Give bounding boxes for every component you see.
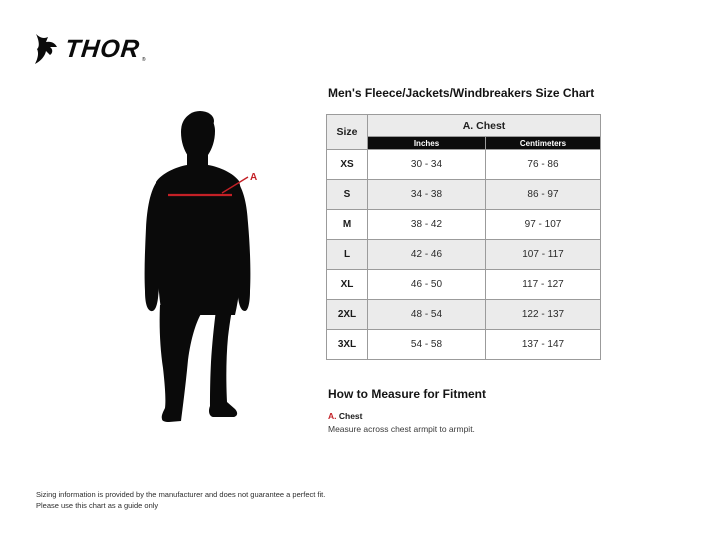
disclaimer-line-2: Please use this chart as a guide only bbox=[36, 501, 159, 511]
size-column-header: Size bbox=[327, 115, 368, 150]
size-chart-table bbox=[326, 114, 601, 360]
inches-cell: 42 - 46 bbox=[368, 240, 486, 270]
size-chart-title: Men's Fleece/Jackets/Windbreakers Size Chart bbox=[328, 86, 595, 100]
centimeters-column-header: Centimeters bbox=[486, 137, 601, 150]
table-row bbox=[327, 180, 601, 210]
size-cell: XL bbox=[327, 270, 368, 300]
silhouette-shapes bbox=[145, 111, 251, 422]
group-header-row bbox=[327, 115, 601, 137]
table-row bbox=[327, 210, 601, 240]
size-cell: M bbox=[327, 210, 368, 240]
size-cell: L bbox=[327, 240, 368, 270]
inches-cell: 38 - 42 bbox=[368, 210, 486, 240]
table-row bbox=[327, 330, 601, 360]
chest-group-header: A. Chest bbox=[368, 115, 601, 137]
registered-mark: ® bbox=[141, 57, 146, 63]
inches-cell: 48 - 54 bbox=[368, 300, 486, 330]
inches-cell: 30 - 34 bbox=[368, 150, 486, 180]
size-cell: S bbox=[327, 180, 368, 210]
size-cell: XS bbox=[327, 150, 368, 180]
thor-goat-icon bbox=[34, 34, 61, 64]
centimeters-cell: 117 - 127 bbox=[486, 270, 601, 300]
inches-cell: 54 - 58 bbox=[368, 330, 486, 360]
measure-item-title bbox=[328, 411, 600, 421]
inches-cell: 34 - 38 bbox=[368, 180, 486, 210]
measure-key-letter: A. bbox=[328, 411, 337, 421]
size-cell: 3XL bbox=[327, 330, 368, 360]
measure-description: Measure across chest armpit to armpit. bbox=[328, 424, 475, 434]
table-row bbox=[327, 300, 601, 330]
male-silhouette-figure bbox=[138, 110, 278, 430]
table-row bbox=[327, 150, 601, 180]
how-to-measure-section bbox=[328, 387, 600, 434]
disclaimer-line-1: Sizing information is provided by the manufacturer and does not guarantee a perfect fit. bbox=[36, 490, 326, 499]
unit-header-row bbox=[327, 137, 601, 150]
centimeters-cell: 122 - 137 bbox=[486, 300, 601, 330]
footer-disclaimer bbox=[36, 489, 325, 512]
size-chart-panel bbox=[326, 86, 600, 434]
table-row bbox=[327, 240, 601, 270]
centimeters-cell: 107 - 117 bbox=[486, 240, 601, 270]
how-to-measure-heading: How to Measure for Fitment bbox=[328, 387, 487, 401]
inches-column-header: Inches bbox=[368, 137, 486, 150]
thor-logo bbox=[34, 34, 146, 64]
centimeters-cell: 76 - 86 bbox=[486, 150, 601, 180]
thor-wordmark: THOR bbox=[63, 34, 142, 63]
centimeters-cell: 86 - 97 bbox=[486, 180, 601, 210]
size-cell: 2XL bbox=[327, 300, 368, 330]
centimeters-cell: 97 - 107 bbox=[486, 210, 601, 240]
measure-item-chest bbox=[328, 411, 600, 434]
centimeters-cell: 137 - 147 bbox=[486, 330, 601, 360]
table-row bbox=[327, 270, 601, 300]
measure-name: Chest bbox=[338, 411, 363, 421]
inches-cell: 46 - 50 bbox=[368, 270, 486, 300]
chest-measure-label: A bbox=[250, 172, 258, 183]
